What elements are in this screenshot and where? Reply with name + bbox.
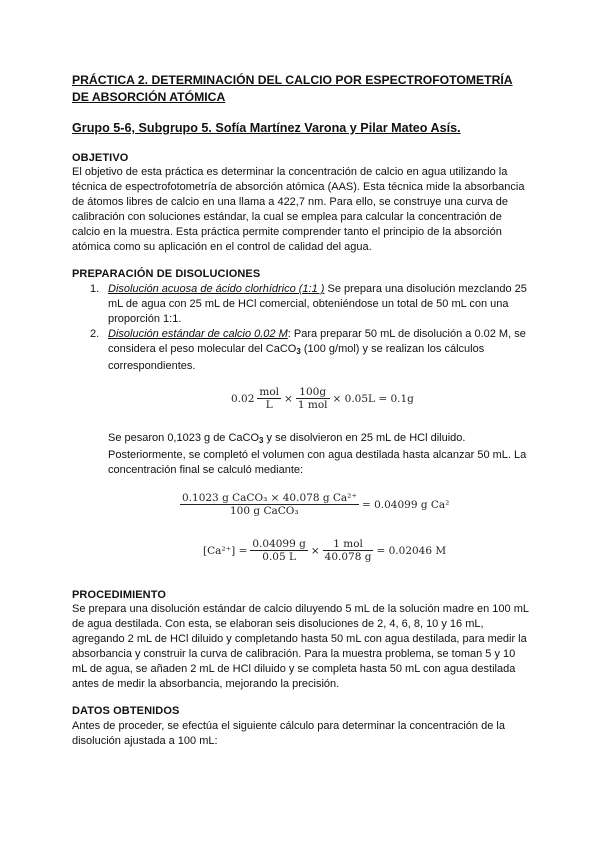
denominator: 40.078 g — [324, 551, 372, 563]
formula-term: × 0.05L = 0.1g — [332, 392, 414, 405]
item-description: Se prepara una disolución mezclando 25 mL de agua con 25 mL de HCl comercial, obteniéndose un total de 50 mL con una proporción 1:1. — [108, 283, 527, 325]
formula-molarity — [200, 538, 449, 563]
fraction — [250, 538, 307, 563]
numerator: 100g — [296, 386, 330, 399]
section-heading-procedimiento: PROCEDIMIENTO — [72, 589, 166, 601]
document-title: PRÁCTICA 2. DETERMINACIÓN DEL CALCIO POR ESPECTROFOTOMETRÍA DE ABSORCIÓN ATÓMICA — [72, 73, 513, 104]
numerator: 1 mol — [323, 538, 374, 551]
formula-mass-calc — [228, 386, 417, 411]
list-item-text — [108, 327, 528, 374]
numerator: mol — [259, 386, 280, 398]
datos-paragraph: Antes de proceder, se efectúa el siguiente cálculo para determinar la concentración de la disolución ajustada a 100 mL: — [72, 720, 505, 747]
list-number: 2. — [90, 328, 100, 340]
section-heading-preparacion: PREPARACIÓN DE DISOLUCIONES — [72, 268, 261, 280]
list-item-text — [108, 282, 528, 327]
formula-term: = 0.04099 g Ca² — [361, 498, 450, 511]
denominator: 1 mol — [297, 399, 328, 411]
numerator: 0.04099 g — [252, 538, 306, 550]
subscript: 3 — [296, 347, 301, 356]
fraction — [257, 386, 281, 411]
formula-term: [Ca²⁺] = — [203, 544, 248, 557]
denominator: L — [265, 399, 273, 411]
section-heading-objetivo: OBJETIVO — [72, 152, 129, 164]
formula-calcium-mass — [180, 492, 452, 517]
subscript: 3 — [259, 436, 264, 445]
objetivo-paragraph: El objetivo de esta práctica es determinar la concentración de calcio en agua utilizando la técnica de espectrofotometría de absorción atómica (AAS). Esta técnica mide la absorbancia de átomos libres de calcio en una llama a 422,7 nm. Para ello, se construye una curva de calibración con soluciones estándar, la cual se emplea para calcular la concentración de calcio en la muestra. Esta práctica permite comprender tanto el principio de la absorción atómica como su aplicación en el control de calidad del agua. — [72, 166, 525, 253]
procedimiento-paragraph: Se prepara una disolución estándar de calcio diluyendo 5 mL de la solución madre en 100 mL de agua destilada. Con esta, se elaboran seis disoluciones de 2, 4, 6, 8, 10 y 16 mL, agregando 2 mL de HCl diluido y completando hasta 50 mL con agua destilada, para medir la absorbancia y construir la curva de calibración. Para la muestra problema, se toman 5 y 10 mL de agua, se añaden 2 mL de HCl diluido y se completa hasta 50 mL con agua destilada antes de medir la absorbancia, mejorando la precisión. — [72, 603, 529, 690]
item-label: Disolución acuosa de ácido clorhídrico (1:1 ) — [108, 283, 325, 295]
fraction — [323, 538, 374, 563]
paragraph-text: Se pesaron 0,1023 g de CaCO — [108, 432, 260, 444]
document-authors: Grupo 5-6, Subgrupo 5. Sofía Martínez Varona y Pilar Mateo Asís. — [72, 121, 461, 135]
denominator: 100 g CaCO₃ — [230, 505, 299, 517]
paragraph-text-cont: y se disolvieron en 25 mL de HCl diluido. Posteriormente, se completó el volumen con agua destilada hasta alcanzar 50 mL. La concentración final se calculó mediante: — [108, 432, 527, 476]
item-description: : Para preparar 50 mL de disolución a 0.02 M, se considera el peso molecular del CaCO — [108, 328, 526, 355]
formula-term: = 0.02046 M — [376, 544, 447, 557]
fraction — [296, 386, 330, 411]
fraction — [180, 492, 359, 517]
operator: × — [284, 392, 293, 405]
formula-term: 0.02 — [231, 392, 255, 405]
denominator: 0.05 L — [262, 551, 296, 563]
numerator: 0.1023 g CaCO₃ × 40.078 g Ca²⁺ — [182, 492, 357, 504]
list-number: 1. — [90, 283, 100, 295]
item-label: Disolución estándar de calcio 0.02 M — [108, 328, 288, 340]
section-heading-datos: DATOS OBTENIDOS — [72, 705, 180, 717]
operator: × — [310, 544, 320, 557]
item-description-cont: (100 g/mol) y se realizan los cálculos correspondientes. — [108, 343, 485, 372]
weighing-paragraph — [108, 431, 528, 478]
